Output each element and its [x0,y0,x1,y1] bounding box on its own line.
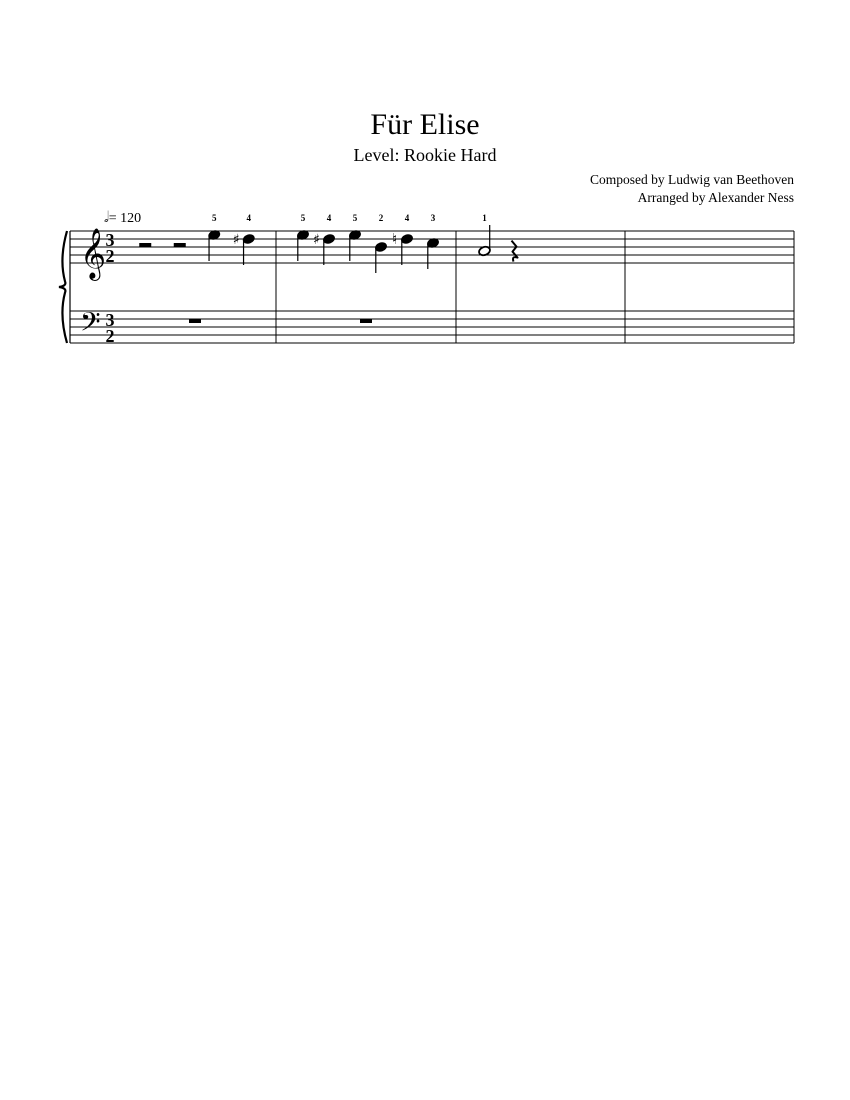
fingering-number: 3 [430,213,436,223]
half-note-icon: 𝅗𝅥 [104,208,109,226]
level-subtitle: Level: Rookie Hard [353,145,497,165]
composer-credit: Composed by Ludwig van Beethoven [590,172,794,187]
fingering-number: 2 [378,213,384,223]
fingering-number: 5 [300,213,306,223]
sharp-sign-icon: ♯ [232,232,240,248]
measure [478,213,518,262]
arranger-credit: Arranged by Alexander Ness [637,190,794,205]
fingering-number: 5 [212,213,217,223]
fingering-number: 5 [352,213,358,223]
bass-clef-icon: 𝄢 [80,306,101,344]
sharp-sign-icon: ♯ [313,232,320,248]
fingering-number: 4 [326,213,332,223]
piece-title: Für Elise [370,108,480,141]
tempo-value: = 120 [108,211,142,226]
brace-icon [59,231,67,343]
time-signature-top: 3 [105,310,115,330]
quarter-rest [512,241,518,262]
fingering-number: 4 [246,213,251,223]
half-rest [174,243,186,247]
system-1 [59,213,794,346]
measure [296,213,439,323]
whole-rest [360,319,372,323]
fingering-number: 4 [404,213,410,223]
whole-rest [189,319,201,323]
natural-sign-icon: ♮ [392,230,398,248]
time-signature-bottom: 2 [105,326,115,346]
time-signature-top: 3 [105,230,115,250]
treble-clef-icon: 𝄞 [80,228,107,279]
half-rest [139,243,151,247]
measure [139,213,255,323]
fingering-number: 1 [482,213,487,223]
time-signature-bottom: 2 [105,246,115,266]
